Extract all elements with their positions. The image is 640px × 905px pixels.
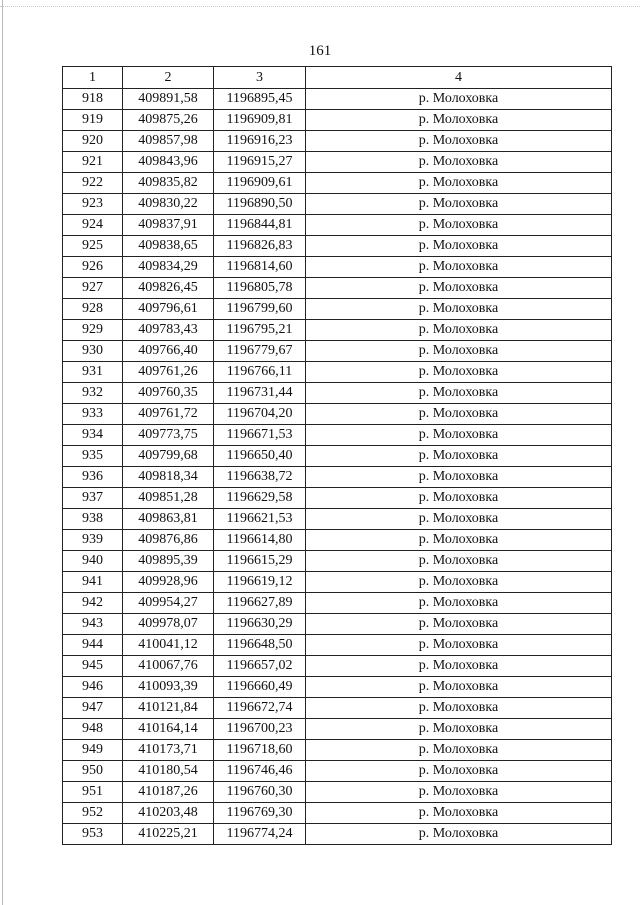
point-number-cell: 943 [63, 614, 123, 635]
table-row [63, 362, 612, 383]
point-number-cell: 919 [63, 110, 123, 131]
table-row [63, 425, 612, 446]
point-number-cell: 932 [63, 383, 123, 404]
point-number-cell: 953 [63, 824, 123, 845]
x-coordinate-cell: 409851,28 [123, 488, 214, 509]
point-number-cell: 942 [63, 593, 123, 614]
y-coordinate-cell: 1196895,45 [214, 89, 306, 110]
description-cell: р. Молоховка [306, 572, 612, 593]
x-coordinate-cell: 409799,68 [123, 446, 214, 467]
description-cell: р. Молоховка [306, 761, 612, 782]
y-coordinate-cell: 1196629,58 [214, 488, 306, 509]
y-coordinate-cell: 1196826,83 [214, 236, 306, 257]
y-coordinate-cell: 1196671,53 [214, 425, 306, 446]
table-row [63, 761, 612, 782]
table-row [63, 677, 612, 698]
point-number-cell: 952 [63, 803, 123, 824]
scan-left-edge [2, 0, 3, 905]
y-coordinate-cell: 1196769,30 [214, 803, 306, 824]
point-number-cell: 948 [63, 719, 123, 740]
table-row [63, 299, 612, 320]
table-row [63, 173, 612, 194]
y-coordinate-cell: 1196766,11 [214, 362, 306, 383]
x-coordinate-cell: 410067,76 [123, 656, 214, 677]
description-cell: р. Молоховка [306, 425, 612, 446]
y-coordinate-cell: 1196774,24 [214, 824, 306, 845]
description-cell: р. Молоховка [306, 257, 612, 278]
description-cell: р. Молоховка [306, 551, 612, 572]
table-row [63, 803, 612, 824]
x-coordinate-cell: 410041,12 [123, 635, 214, 656]
y-coordinate-cell: 1196844,81 [214, 215, 306, 236]
table-row [63, 278, 612, 299]
y-coordinate-cell: 1196915,27 [214, 152, 306, 173]
x-coordinate-cell: 410173,71 [123, 740, 214, 761]
y-coordinate-cell: 1196909,61 [214, 173, 306, 194]
point-number-cell: 931 [63, 362, 123, 383]
x-coordinate-cell: 410121,84 [123, 698, 214, 719]
table-row [63, 635, 612, 656]
point-number-cell: 947 [63, 698, 123, 719]
point-number-cell: 928 [63, 299, 123, 320]
x-coordinate-cell: 410093,39 [123, 677, 214, 698]
description-cell: р. Молоховка [306, 782, 612, 803]
table-row [63, 404, 612, 425]
table-header-row [63, 67, 612, 89]
description-cell: р. Молоховка [306, 509, 612, 530]
table-row [63, 782, 612, 803]
table-row [63, 656, 612, 677]
point-number-cell: 918 [63, 89, 123, 110]
x-coordinate-cell: 409835,82 [123, 173, 214, 194]
table-row [63, 467, 612, 488]
table-row [63, 572, 612, 593]
point-number-cell: 923 [63, 194, 123, 215]
table-row [63, 509, 612, 530]
description-cell: р. Молоховка [306, 278, 612, 299]
description-cell: р. Молоховка [306, 215, 612, 236]
description-cell: р. Молоховка [306, 803, 612, 824]
table-row [63, 110, 612, 131]
table-row [63, 131, 612, 152]
table-row [63, 257, 612, 278]
point-number-cell: 927 [63, 278, 123, 299]
point-number-cell: 925 [63, 236, 123, 257]
table-row [63, 446, 612, 467]
description-cell: р. Молоховка [306, 740, 612, 761]
x-coordinate-cell: 409875,26 [123, 110, 214, 131]
x-coordinate-cell: 409834,29 [123, 257, 214, 278]
x-coordinate-cell: 409783,43 [123, 320, 214, 341]
x-coordinate-cell: 409876,86 [123, 530, 214, 551]
description-cell: р. Молоховка [306, 236, 612, 257]
table-row [63, 89, 612, 110]
y-coordinate-cell: 1196916,23 [214, 131, 306, 152]
point-number-cell: 922 [63, 173, 123, 194]
coordinates-table [62, 66, 612, 845]
table-row [63, 152, 612, 173]
x-coordinate-cell: 409837,91 [123, 215, 214, 236]
description-cell: р. Молоховка [306, 593, 612, 614]
y-coordinate-cell: 1196779,67 [214, 341, 306, 362]
y-coordinate-cell: 1196650,40 [214, 446, 306, 467]
y-coordinate-cell: 1196909,81 [214, 110, 306, 131]
description-cell: р. Молоховка [306, 635, 612, 656]
y-coordinate-cell: 1196746,46 [214, 761, 306, 782]
x-coordinate-cell: 410164,14 [123, 719, 214, 740]
y-coordinate-cell: 1196814,60 [214, 257, 306, 278]
y-coordinate-cell: 1196672,74 [214, 698, 306, 719]
description-cell: р. Молоховка [306, 320, 612, 341]
x-coordinate-cell: 409773,75 [123, 425, 214, 446]
x-coordinate-cell: 409838,65 [123, 236, 214, 257]
description-cell: р. Молоховка [306, 824, 612, 845]
table-row [63, 698, 612, 719]
y-coordinate-cell: 1196760,30 [214, 782, 306, 803]
point-number-cell: 951 [63, 782, 123, 803]
description-cell: р. Молоховка [306, 362, 612, 383]
x-coordinate-cell: 409978,07 [123, 614, 214, 635]
x-coordinate-cell: 409761,26 [123, 362, 214, 383]
description-cell: р. Молоховка [306, 656, 612, 677]
description-cell: р. Молоховка [306, 131, 612, 152]
column-header-3: 3 [214, 67, 306, 89]
table-row [63, 488, 612, 509]
x-coordinate-cell: 410203,48 [123, 803, 214, 824]
point-number-cell: 929 [63, 320, 123, 341]
page-number: 161 [308, 43, 332, 59]
description-cell: р. Молоховка [306, 299, 612, 320]
table-row [63, 593, 612, 614]
description-cell: р. Молоховка [306, 110, 612, 131]
column-header-1: 1 [63, 67, 123, 89]
point-number-cell: 924 [63, 215, 123, 236]
y-coordinate-cell: 1196615,29 [214, 551, 306, 572]
y-coordinate-cell: 1196614,80 [214, 530, 306, 551]
description-cell: р. Молоховка [306, 446, 612, 467]
x-coordinate-cell: 409891,58 [123, 89, 214, 110]
x-coordinate-cell: 410180,54 [123, 761, 214, 782]
y-coordinate-cell: 1196704,20 [214, 404, 306, 425]
y-coordinate-cell: 1196795,21 [214, 320, 306, 341]
x-coordinate-cell: 410225,21 [123, 824, 214, 845]
description-cell: р. Молоховка [306, 467, 612, 488]
y-coordinate-cell: 1196890,50 [214, 194, 306, 215]
point-number-cell: 920 [63, 131, 123, 152]
table-row [63, 719, 612, 740]
x-coordinate-cell: 409857,98 [123, 131, 214, 152]
table-row [63, 194, 612, 215]
point-number-cell: 921 [63, 152, 123, 173]
point-number-cell: 941 [63, 572, 123, 593]
point-number-cell: 936 [63, 467, 123, 488]
point-number-cell: 945 [63, 656, 123, 677]
y-coordinate-cell: 1196638,72 [214, 467, 306, 488]
y-coordinate-cell: 1196660,49 [214, 677, 306, 698]
y-coordinate-cell: 1196630,29 [214, 614, 306, 635]
x-coordinate-cell: 409928,96 [123, 572, 214, 593]
x-coordinate-cell: 409818,34 [123, 467, 214, 488]
description-cell: р. Молоховка [306, 404, 612, 425]
description-cell: р. Молоховка [306, 530, 612, 551]
x-coordinate-cell: 409863,81 [123, 509, 214, 530]
point-number-cell: 937 [63, 488, 123, 509]
point-number-cell: 934 [63, 425, 123, 446]
description-cell: р. Молоховка [306, 698, 612, 719]
point-number-cell: 938 [63, 509, 123, 530]
y-coordinate-cell: 1196805,78 [214, 278, 306, 299]
table-row [63, 740, 612, 761]
table-row [63, 383, 612, 404]
x-coordinate-cell: 409895,39 [123, 551, 214, 572]
description-cell: р. Молоховка [306, 152, 612, 173]
point-number-cell: 949 [63, 740, 123, 761]
x-coordinate-cell: 409826,45 [123, 278, 214, 299]
description-cell: р. Молоховка [306, 341, 612, 362]
y-coordinate-cell: 1196718,60 [214, 740, 306, 761]
description-cell: р. Молоховка [306, 488, 612, 509]
table-row [63, 551, 612, 572]
y-coordinate-cell: 1196731,44 [214, 383, 306, 404]
description-cell: р. Молоховка [306, 89, 612, 110]
x-coordinate-cell: 410187,26 [123, 782, 214, 803]
x-coordinate-cell: 409830,22 [123, 194, 214, 215]
table-row [63, 215, 612, 236]
description-cell: р. Молоховка [306, 719, 612, 740]
point-number-cell: 950 [63, 761, 123, 782]
x-coordinate-cell: 409766,40 [123, 341, 214, 362]
table-row [63, 530, 612, 551]
point-number-cell: 926 [63, 257, 123, 278]
x-coordinate-cell: 409760,35 [123, 383, 214, 404]
description-cell: р. Молоховка [306, 173, 612, 194]
x-coordinate-cell: 409796,61 [123, 299, 214, 320]
y-coordinate-cell: 1196700,23 [214, 719, 306, 740]
description-cell: р. Молоховка [306, 383, 612, 404]
description-cell: р. Молоховка [306, 194, 612, 215]
y-coordinate-cell: 1196621,53 [214, 509, 306, 530]
y-coordinate-cell: 1196627,89 [214, 593, 306, 614]
table-row [63, 614, 612, 635]
table-row [63, 236, 612, 257]
column-header-2: 2 [123, 67, 214, 89]
point-number-cell: 933 [63, 404, 123, 425]
table-body [63, 67, 612, 845]
scan-top-edge [0, 0, 640, 7]
x-coordinate-cell: 409761,72 [123, 404, 214, 425]
y-coordinate-cell: 1196657,02 [214, 656, 306, 677]
column-header-4: 4 [306, 67, 612, 89]
point-number-cell: 946 [63, 677, 123, 698]
y-coordinate-cell: 1196799,60 [214, 299, 306, 320]
y-coordinate-cell: 1196619,12 [214, 572, 306, 593]
x-coordinate-cell: 409954,27 [123, 593, 214, 614]
point-number-cell: 940 [63, 551, 123, 572]
description-cell: р. Молоховка [306, 677, 612, 698]
table-row [63, 824, 612, 845]
table-row [63, 320, 612, 341]
point-number-cell: 930 [63, 341, 123, 362]
table-row [63, 341, 612, 362]
point-number-cell: 944 [63, 635, 123, 656]
y-coordinate-cell: 1196648,50 [214, 635, 306, 656]
point-number-cell: 935 [63, 446, 123, 467]
description-cell: р. Молоховка [306, 614, 612, 635]
x-coordinate-cell: 409843,96 [123, 152, 214, 173]
point-number-cell: 939 [63, 530, 123, 551]
